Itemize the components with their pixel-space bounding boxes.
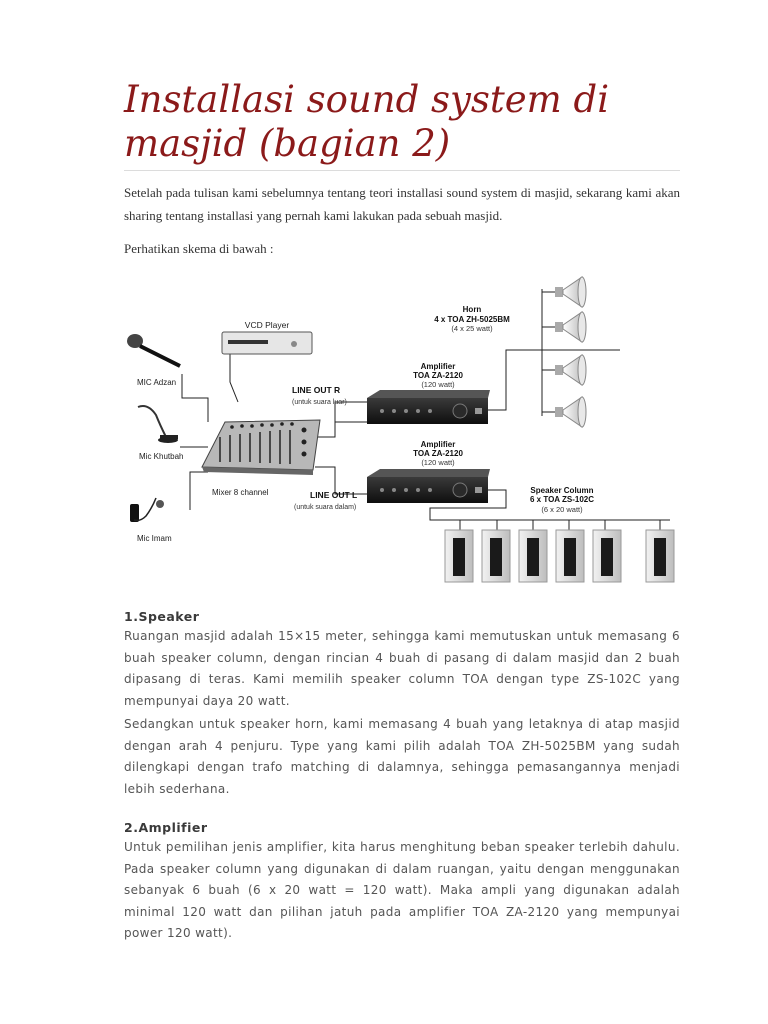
amplifier-2-power: (120 watt) xyxy=(421,458,455,467)
horn-speaker xyxy=(555,277,586,307)
amplifier-2-model: TOA ZA-2120 xyxy=(413,449,463,458)
mixer xyxy=(202,420,320,497)
amplifier-2 xyxy=(367,440,490,503)
article-title: Installasi sound system di masjid (bagian 2) xyxy=(124,78,610,165)
vcd-player-label: VCD Player xyxy=(244,320,290,330)
column-speaker xyxy=(646,530,674,582)
column-speaker xyxy=(445,530,473,582)
column-title: Speaker Column xyxy=(530,486,594,495)
amplifier-1 xyxy=(367,362,490,424)
mic-imam-label: Mic Imam xyxy=(137,534,172,543)
amplifier-1-title: Amplifier xyxy=(420,362,456,371)
line-out-l-note: (untuk suara dalam) xyxy=(294,504,357,511)
section-speaker-paragraph-2: Sedangkan untuk speaker horn, kami memasang 4 buah yang letaknya di atap masjid dengan arah 4 penjuru. Type yang kami pilih adalah TOA ZH-5025BM yang sudah dilengkapi dengan trafo matching di dalamnya, sehingga pemasangannya menjadi lebih sederhana. xyxy=(124,717,680,796)
line-out-r-note: (untuk suara luar) xyxy=(292,399,347,406)
section-amplifier-paragraph-1: Untuk pemilihan jenis amplifier, kita harus menghitung beban speaker terlebih dahulu. Pada speaker column yang digunakan di dalam ruangan, yaitu dengan menggunakan sebanyak 6 buah (6 x 20 watt = 120 watt). Maka ampli yang digunakan adalah minimal 120 watt dan pilihan jatuh pada amplifier TOA ZA-2120 yang mempunyai power 120 watt). xyxy=(124,840,680,940)
mic-adzan xyxy=(127,334,180,387)
column-speaker xyxy=(482,530,510,582)
horn-speaker xyxy=(555,312,586,342)
line-out-l-label: LINE OUT L xyxy=(310,490,358,500)
mic-adzan-label: MIC Adzan xyxy=(137,378,177,387)
section-amplifier-title: 2.Amplifier xyxy=(124,820,208,835)
section-speaker-paragraph-1: Ruangan masjid adalah 15×15 meter, sehingga kami memutuskan untuk memasang 6 buah speaker column, dengan rincian 4 buah di pasang di dalam masjid dan 2 buah dipasang di teras. Kami memilih speaker column TOA dengan type ZS-102C yang mempunyai daya 20 watt. xyxy=(124,629,680,708)
mic-khutbah xyxy=(138,406,183,461)
vcd-player xyxy=(222,320,312,354)
section-speaker-title: 1.Speaker xyxy=(124,609,200,624)
intro-paragraph: Setelah pada tulisan kami sebelumnya tentang teori installasi sound system di masjid, sekarang kami akan sharing tentang installasi yang pernah kami lakukan pada sebuah masjid. xyxy=(124,185,680,223)
line-out-r-label: LINE OUT R xyxy=(292,385,341,395)
column-speaker xyxy=(519,530,547,582)
horn-title: Horn xyxy=(462,305,482,314)
column-model: 6 x TOA ZS-102C xyxy=(529,495,595,504)
horn-speaker xyxy=(555,397,586,427)
column-speaker xyxy=(556,530,584,582)
diagram-caption: Perhatikan skema di bawah : xyxy=(124,241,274,256)
amplifier-2-title: Amplifier xyxy=(420,440,456,449)
amplifier-1-model: TOA ZA-2120 xyxy=(413,371,463,380)
sound-system-diagram xyxy=(120,262,690,592)
title-divider xyxy=(124,170,680,171)
horn-speaker xyxy=(555,355,586,385)
horn-model: 4 x TOA ZH-5025BM xyxy=(434,315,510,324)
mic-khutbah-label: Mic Khutbah xyxy=(139,452,184,461)
column-power: (6 x 20 watt) xyxy=(541,505,583,514)
amplifier-1-power: (120 watt) xyxy=(421,380,455,389)
column-speaker xyxy=(593,530,621,582)
mic-imam xyxy=(130,498,172,543)
horn-power: (4 x 25 watt) xyxy=(451,324,493,333)
mixer-label: Mixer 8 channel xyxy=(212,488,269,497)
